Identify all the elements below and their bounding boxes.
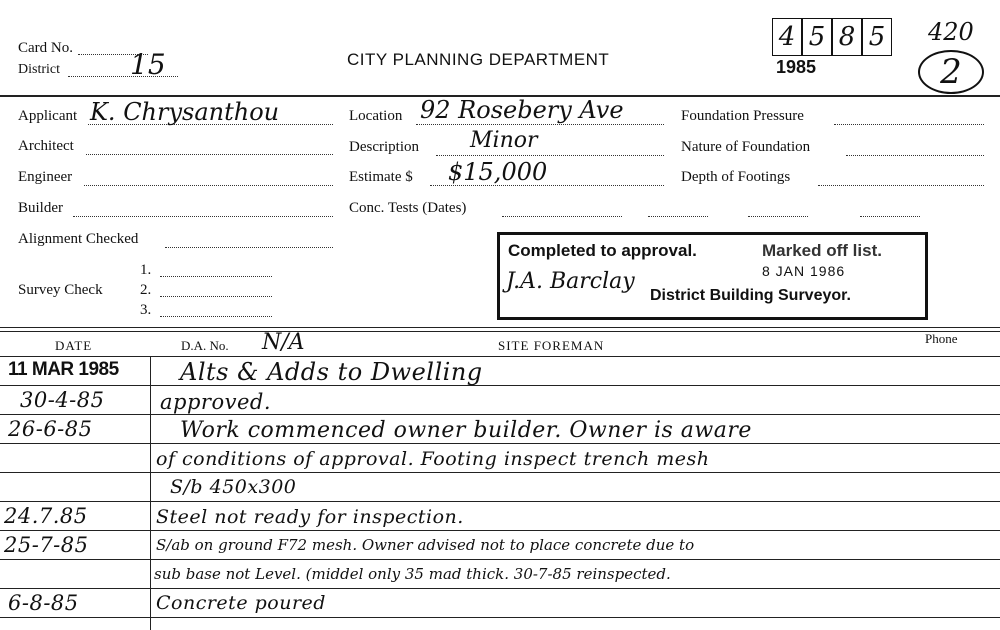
row-line [0, 472, 1000, 473]
survey-item-3: 3. [140, 302, 152, 318]
stamp-surveyor-text: District Building Surveyor. [650, 287, 851, 304]
survey-item-1: 1. [140, 262, 152, 278]
entry-date: 11 MAR 1985 [8, 359, 119, 380]
nature-foundation-line [846, 155, 984, 156]
row-line [0, 617, 1000, 618]
survey-line-2 [160, 296, 272, 297]
alignment-line [165, 247, 333, 248]
conc-tests-label: Conc. Tests (Dates) [349, 200, 467, 216]
row-line [0, 443, 1000, 444]
architect-line [86, 154, 333, 155]
entry-text: of conditions of approval. Footing inspect trench mesh [156, 448, 710, 470]
entry-date: 26-6-85 [8, 417, 93, 441]
file-digit-3: 8 [832, 18, 862, 56]
file-digit-2: 5 [802, 18, 832, 56]
location-value: 92 Rosebery Ave [420, 96, 624, 124]
file-digit-1: 4 [772, 18, 802, 56]
foreman-header: SITE FOREMAN [498, 338, 605, 353]
district-value: 15 [130, 48, 166, 81]
alignment-label: Alignment Checked [18, 231, 139, 247]
entry-date: 25-7-85 [4, 533, 89, 557]
stamp-completed-text: Completed to approval. [508, 241, 697, 260]
conc-tests-line-2 [648, 216, 708, 217]
entry-date: 24.7.85 [4, 504, 88, 528]
year: 1985 [776, 57, 817, 77]
survey-item-2: 2. [140, 282, 152, 298]
log-top-line-2 [0, 331, 1000, 332]
foundation-pressure-line [834, 124, 984, 125]
entry-text: S/b 450x300 [170, 476, 297, 498]
depth-footings-label: Depth of Footings [681, 169, 791, 185]
survey-label: Survey Check [18, 282, 103, 298]
builder-line [73, 216, 333, 217]
conc-tests-line-3 [748, 216, 808, 217]
date-header: DATE [55, 338, 93, 353]
description-line [436, 155, 664, 156]
depth-footings-line [818, 185, 984, 186]
applicant-label: Applicant [18, 108, 78, 124]
entry-text: sub base not Level. (middel only 35 mad thick. 30-7-85 reinspected. [154, 565, 671, 583]
applicant-value: K. Chrysanthou [90, 98, 280, 126]
estimate-value: $15,000 [448, 158, 548, 186]
foundation-pressure-label: Foundation Pressure [681, 108, 804, 124]
location-line [416, 124, 664, 125]
description-value: Minor [470, 128, 538, 153]
description-label: Description [349, 139, 419, 155]
entry-text: Concrete poured [156, 592, 326, 614]
file-suffix: 420 [928, 18, 974, 46]
entry-date: 30-4-85 [20, 388, 105, 412]
circled-number: 2 [918, 50, 984, 94]
department-title: CITY PLANNING DEPARTMENT [347, 50, 610, 69]
district-label: District [18, 62, 60, 77]
da-header: D.A. No. [181, 338, 229, 353]
row-line [0, 385, 1000, 386]
row-line [0, 588, 1000, 589]
row-line [0, 559, 1000, 560]
stamp-date: 8 JAN 1986 [762, 263, 846, 279]
phone-header: Phone [925, 331, 958, 346]
engineer-label: Engineer [18, 169, 73, 185]
survey-line-3 [160, 316, 272, 317]
nature-foundation-label: Nature of Foundation [681, 139, 811, 155]
survey-line-1 [160, 276, 272, 277]
entry-date: 6-8-85 [8, 591, 79, 615]
entry-text: Work commenced owner builder. Owner is aware [180, 418, 752, 443]
entry-text: Steel not ready for inspection. [156, 506, 464, 528]
conc-tests-line-4 [860, 216, 920, 217]
architect-label: Architect [18, 138, 74, 154]
stamp-signature: J.A. Barclay [506, 269, 635, 294]
card-no-label: Card No. [18, 40, 73, 56]
entry-text: Alts & Adds to Dwelling [180, 358, 483, 386]
builder-label: Builder [18, 200, 63, 216]
file-digit-4: 5 [862, 18, 892, 56]
entry-text: S/ab on ground F72 mesh. Owner advised not to place concrete due to [156, 536, 695, 554]
row-line [0, 501, 1000, 502]
row-line [0, 530, 1000, 531]
da-value: N/A [262, 330, 305, 355]
approval-stamp [497, 232, 928, 320]
conc-tests-line-1 [502, 216, 622, 217]
stamp-marked-text: Marked off list. [762, 241, 882, 260]
log-top-line-1 [0, 327, 1000, 328]
entry-text: approved. [160, 390, 271, 414]
engineer-line [84, 185, 333, 186]
estimate-label: Estimate $ [349, 169, 413, 185]
row-line [0, 414, 1000, 415]
location-label: Location [349, 108, 403, 124]
